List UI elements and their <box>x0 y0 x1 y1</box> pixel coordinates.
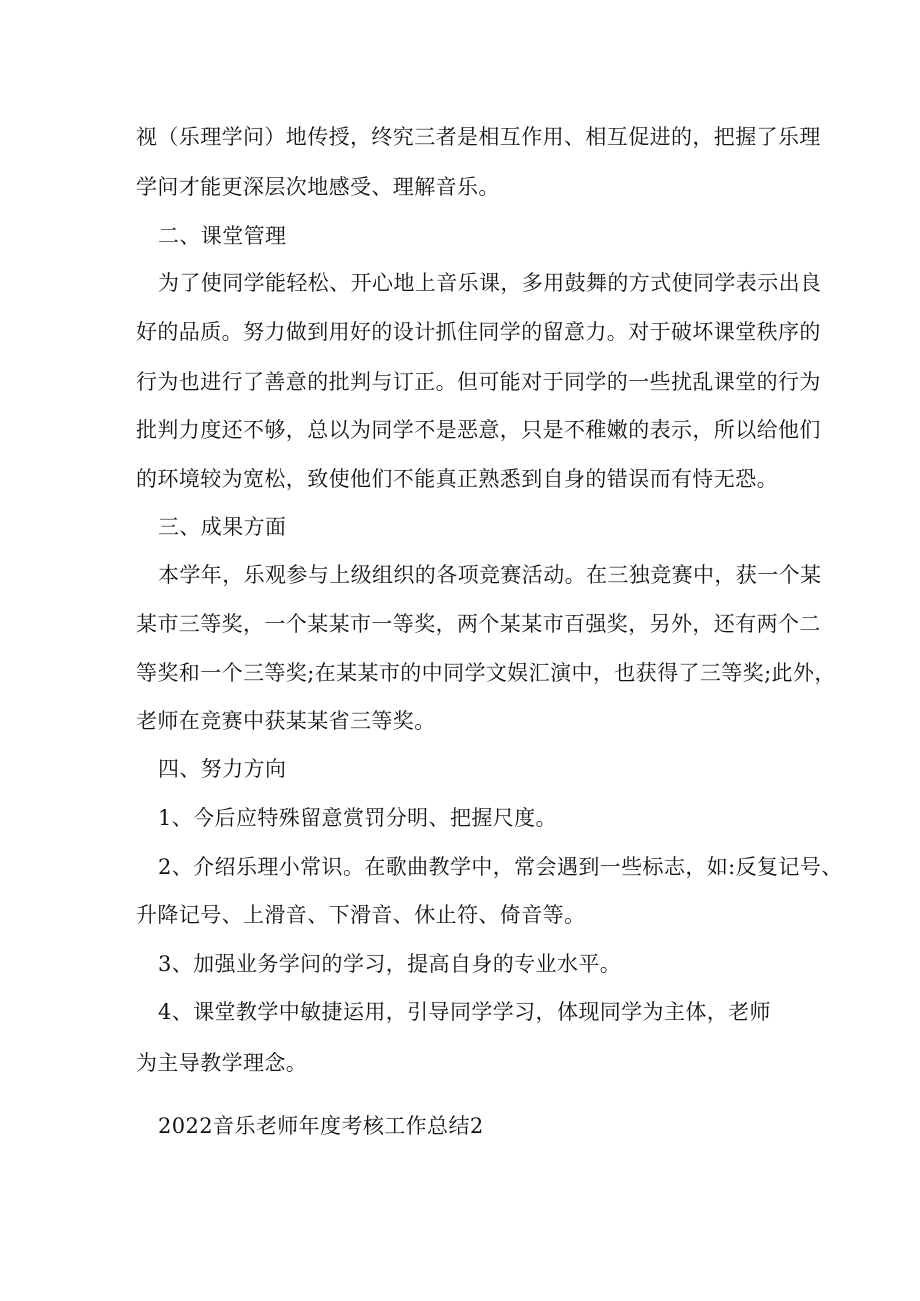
list-item-continuation: 升降记号、上滑音、下滑音、休止符、倚音等。 <box>136 903 586 927</box>
paragraph-line: 某市三等奖，一个某某市一等奖，两个某某市百强奖，另外，还有两个二 <box>136 612 821 636</box>
paragraph-line: 学问才能更深层次地感受、理解音乐。 <box>136 175 500 199</box>
section-heading-direction: 四、努力方向 <box>158 757 287 781</box>
list-item-continuation: 为主导教学理念。 <box>136 1051 308 1075</box>
list-item: 2、介绍乐理小常识。在歌曲教学中，常会遇到一些标志，如:反复记号、 <box>158 855 843 879</box>
list-item: 3、加强业务学问的学习，提高自身的专业水平。 <box>158 952 622 976</box>
list-item: 1、今后应特殊留意赏罚分明、把握尺度。 <box>158 806 557 830</box>
paragraph-line: 的环境较为宽松，致使他们不能真正熟悉到自身的错误而有恃无恐。 <box>136 467 778 491</box>
document-subtitle: 2022音乐老师年度考核工作总结2 <box>158 1114 484 1138</box>
section-heading-results: 三、成果方面 <box>158 515 287 539</box>
paragraph-line: 行为也进行了善意的批判与订正。但可能对于同学的一些扰乱课堂的行为 <box>136 370 821 394</box>
paragraph-line: 等奖和一个三等奖;在某某市的中同学文娱汇演中，也获得了三等奖;此外， <box>136 661 836 685</box>
paragraph-line: 本学年，乐观参与上级组织的各项竞赛活动。在三独竞赛中，获一个某 <box>158 563 822 587</box>
paragraph-line: 好的品质。努力做到用好的设计抓住同学的留意力。对于破坏课堂秩序的 <box>136 320 821 344</box>
paragraph-line: 视（乐理学问）地传授，终究三者是相互作用、相互促进的，把握了乐理 <box>136 125 821 149</box>
paragraph-line: 老师在竞赛中获某某省三等奖。 <box>136 709 436 733</box>
list-item: 4、课堂教学中敏捷运用，引导同学学习，体现同学为主体，老师 <box>158 1000 771 1024</box>
paragraph-line: 为了使同学能轻松、开心地上音乐课，多用鼓舞的方式使同学表示出良 <box>158 271 822 295</box>
paragraph-line: 批判力度还不够，总以为同学不是恶意，只是不稚嫩的表示，所以给他们 <box>136 418 821 442</box>
section-heading-classroom-management: 二、课堂管理 <box>158 224 287 248</box>
